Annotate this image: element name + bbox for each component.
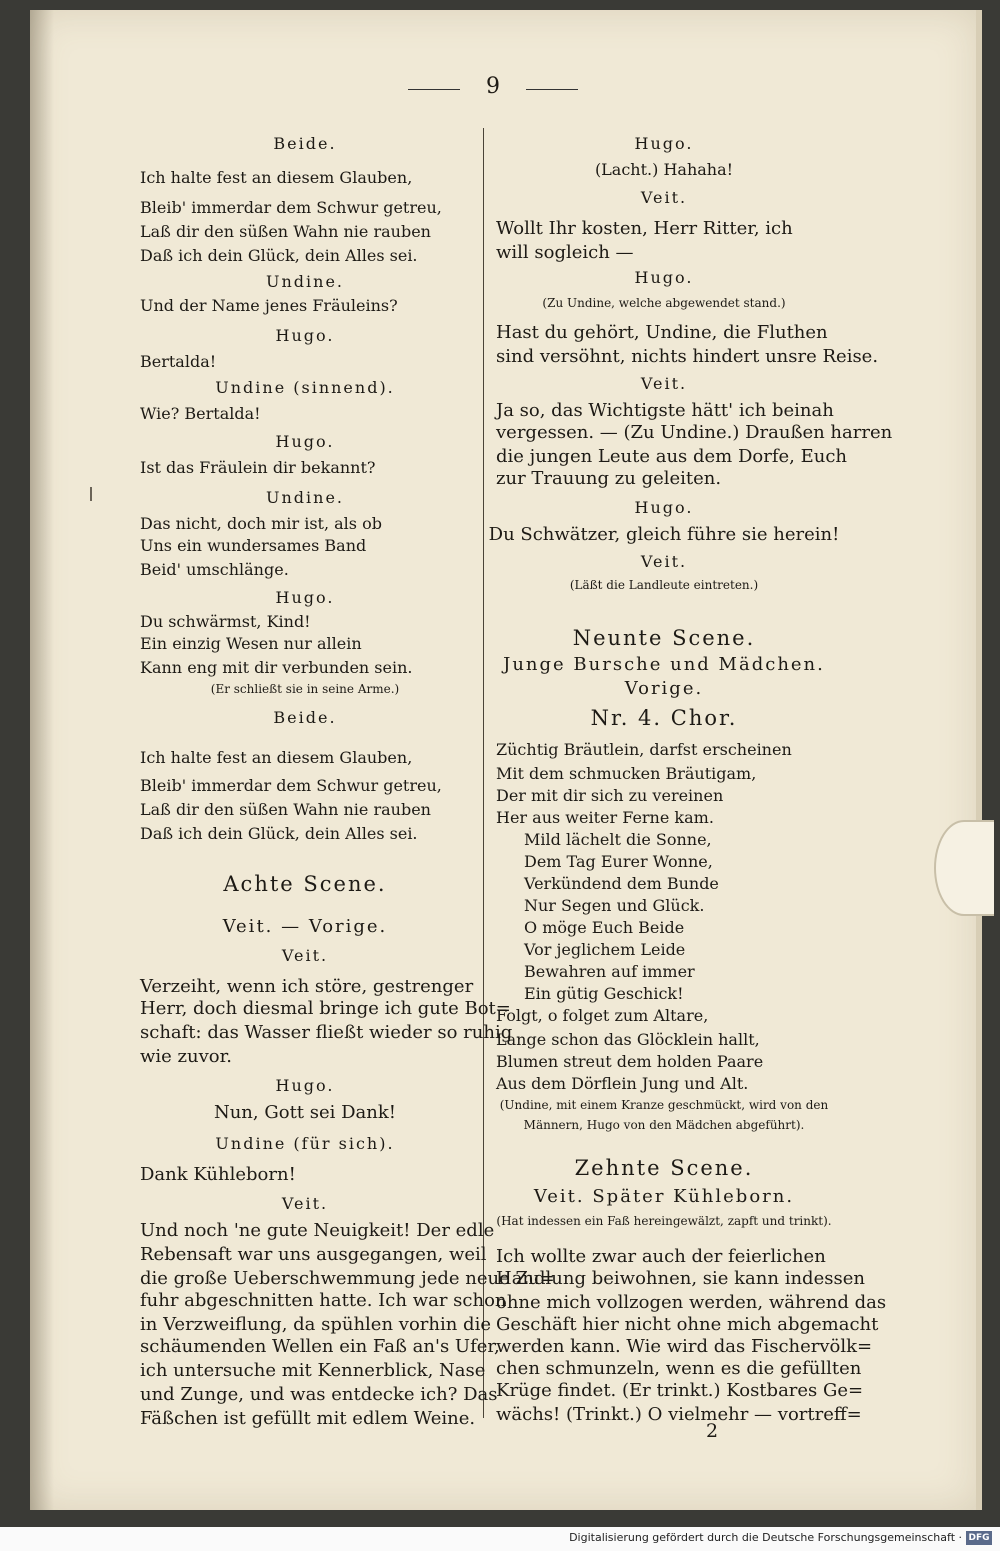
text-line: will sogleich — bbox=[496, 242, 634, 263]
text-line: Nur Segen und Glück. bbox=[524, 896, 705, 915]
text-line: Ich halte fest an diesem Glauben, bbox=[140, 168, 413, 187]
text-line: in Verzweiflung, da spühlen vorhin die bbox=[140, 1314, 491, 1335]
text-line: Hast du gehört, Undine, die Fluthen bbox=[496, 322, 828, 343]
text-line: schäumenden Wellen ein Faß an's Ufer, bbox=[140, 1336, 500, 1357]
text-line: Verkündend dem Bunde bbox=[524, 874, 719, 893]
text-line: schaft: das Wasser fließt wieder so ruhig bbox=[140, 1022, 513, 1043]
text-line: Uns ein wundersames Band bbox=[140, 536, 367, 555]
funding-credit: Digitalisierung gefördert durch die Deutsche Forschungsgemeinschaft · bbox=[569, 1531, 962, 1544]
stage-direction: (Zu Undine, welche abgewendet stand.) bbox=[542, 296, 786, 310]
speaker-name: Hugo. bbox=[275, 432, 335, 451]
stage-direction: (Undine, mit einem Kranze geschmückt, wird von den bbox=[499, 1098, 829, 1112]
text-line: fuhr abgeschnitten hatte. Ich war schon bbox=[140, 1290, 507, 1311]
text-line: Bertalda! bbox=[140, 352, 217, 371]
speaker-name: Hugo. bbox=[634, 134, 694, 153]
scene-heading: Achte Scene. bbox=[223, 872, 387, 896]
text-line: Ein gütig Geschick! bbox=[524, 984, 684, 1003]
speaker-name: Beide. bbox=[273, 134, 337, 153]
speaker-name: Veit. bbox=[640, 374, 688, 393]
speaker-name: Hugo. bbox=[634, 268, 694, 287]
text-line: Der mit dir sich zu vereinen bbox=[496, 786, 724, 805]
speaker-name: Veit. bbox=[281, 946, 329, 965]
page-edge bbox=[976, 10, 982, 1510]
text-line: Nun, Gott sei Dank! bbox=[213, 1102, 397, 1123]
text-line: Züchtig Bräutlein, darfst erscheinen bbox=[496, 740, 792, 759]
text-line: Lange schon das Glöcklein hallt, bbox=[496, 1030, 760, 1049]
text-line: Bleib' immerdar dem Schwur getreu, bbox=[140, 198, 442, 217]
text-line: Mit dem schmucken Bräutigam, bbox=[496, 764, 757, 783]
text-line: Beid' umschlänge. bbox=[140, 560, 289, 579]
scene-heading: Nr. 4. Chor. bbox=[590, 706, 738, 730]
text-line: Handlung beiwohnen, sie kann indessen bbox=[496, 1268, 865, 1289]
text-line: Laß dir den süßen Wahn nie rauben bbox=[140, 800, 431, 819]
text-line: Du Schwätzer, gleich führe sie herein! bbox=[488, 524, 840, 545]
stage-direction: (Läßt die Landleute eintreten.) bbox=[569, 578, 759, 592]
signature-mark: 2 bbox=[706, 1420, 719, 1442]
text-line: Her aus weiter Ferne kam. bbox=[496, 808, 714, 827]
speaker-name: Beide. bbox=[273, 708, 337, 727]
text-line: Dank Kühleborn! bbox=[140, 1164, 296, 1185]
text-line: vergessen. — (Zu Undine.) Draußen harren bbox=[496, 422, 893, 443]
text-line: Bewahren auf immer bbox=[524, 962, 695, 981]
speaker-name: Undine. bbox=[265, 272, 344, 291]
text-line: Wollt Ihr kosten, Herr Ritter, ich bbox=[496, 218, 793, 239]
text-line: Aus dem Dörflein Jung und Alt. bbox=[496, 1074, 749, 1093]
scene-heading: Zehnte Scene. bbox=[574, 1156, 754, 1180]
speaker-name: Hugo. bbox=[275, 588, 335, 607]
text-line: Fäßchen ist gefüllt mit edlem Weine. bbox=[140, 1408, 476, 1429]
scene-subheading: Veit. Später Kühleborn. bbox=[533, 1186, 795, 1207]
text-line: die jungen Leute aus dem Dorfe, Euch bbox=[496, 446, 847, 467]
page-number: 9 bbox=[408, 74, 578, 99]
text-line: werden kann. Wie wird das Fischervölk= bbox=[496, 1336, 873, 1357]
text-line: wächs! (Trinkt.) O vielmehr — vortreff= bbox=[496, 1404, 862, 1425]
text-line: Dem Tag Eurer Wonne, bbox=[524, 852, 713, 871]
text-line: die große Ueberschwemmung jede neue Zu= bbox=[140, 1268, 555, 1289]
text-line: Ja so, das Wichtigste hätt' ich beinah bbox=[496, 400, 834, 421]
stage-direction: Männern, Hugo von den Mädchen abgeführt). bbox=[523, 1118, 805, 1132]
text-line: Daß ich dein Glück, dein Alles sei. bbox=[140, 246, 418, 265]
speaker-name: Veit. bbox=[281, 1194, 329, 1213]
scene-subheading: Veit. — Vorige. bbox=[222, 916, 388, 937]
text-line: Rebensaft war uns ausgegangen, weil bbox=[140, 1244, 487, 1265]
text-line: Ich halte fest an diesem Glauben, bbox=[140, 748, 413, 767]
text-line: Bleib' immerdar dem Schwur getreu, bbox=[140, 776, 442, 795]
text-line: Folgt, o folget zum Altare, bbox=[496, 1006, 709, 1025]
text-line: Geschäft hier nicht ohne mich abgemacht bbox=[496, 1314, 879, 1335]
text-line: Kann eng mit dir verbunden sein. bbox=[140, 658, 413, 677]
stage-direction: (Hat indessen ein Faß hereingewälzt, zapft und trinkt). bbox=[496, 1214, 832, 1228]
text-line: Wie? Bertalda! bbox=[140, 404, 261, 423]
text-line: Du schwärmst, Kind! bbox=[140, 612, 311, 631]
text-line: und Zunge, und was entdecke ich? Das bbox=[140, 1384, 498, 1405]
speaker-name: Veit. bbox=[640, 552, 688, 571]
text-line: Und noch 'ne gute Neuigkeit! Der edle bbox=[140, 1220, 495, 1241]
speaker-name: Undine (sinnend). bbox=[215, 378, 395, 397]
text-line: Verzeiht, wenn ich störe, gestrenger bbox=[140, 976, 474, 997]
text-line: (Lacht.) Hahaha! bbox=[594, 160, 734, 179]
speaker-name: Hugo. bbox=[275, 1076, 335, 1095]
text-line: Ich wollte zwar auch der feierlichen bbox=[496, 1246, 826, 1267]
speaker-name: Veit. bbox=[640, 188, 688, 207]
text-line: Mild lächelt die Sonne, bbox=[524, 830, 712, 849]
text-line: chen schmunzeln, wenn es die gefüllten bbox=[496, 1358, 862, 1379]
text-line: Ein einzig Wesen nur allein bbox=[140, 634, 362, 653]
scene-subheading: Junge Bursche und Mädchen. bbox=[503, 654, 825, 675]
text-line: Blumen streut dem holden Paare bbox=[496, 1052, 764, 1071]
speaker-name: Hugo. bbox=[634, 498, 694, 517]
text-line: Das nicht, doch mir ist, als ob bbox=[140, 514, 382, 533]
margin-mark bbox=[90, 487, 92, 501]
text-line: Vor jeglichem Leide bbox=[524, 940, 686, 959]
scene-heading: Neunte Scene. bbox=[572, 626, 756, 650]
text-line: Laß dir den süßen Wahn nie rauben bbox=[140, 222, 431, 241]
page-thumb-tab bbox=[934, 820, 994, 916]
speaker-name: Hugo. bbox=[275, 326, 335, 345]
text-line: Daß ich dein Glück, dein Alles sei. bbox=[140, 824, 418, 843]
page-gutter-shadow bbox=[30, 10, 54, 1510]
text-line: Ist das Fräulein dir bekannt? bbox=[140, 458, 376, 477]
text-line: Herr, doch diesmal bringe ich gute Bot= bbox=[140, 998, 511, 1019]
dfg-logo: DFG bbox=[966, 1531, 992, 1545]
scene-subheading: Vorige. bbox=[624, 678, 704, 699]
stage-direction: (Er schließt sie in seine Arme.) bbox=[210, 682, 400, 696]
text-line: Und der Name jenes Fräuleins? bbox=[140, 296, 398, 315]
text-line: ohne mich vollzogen werden, während das bbox=[496, 1292, 887, 1313]
text-line: zur Trauung zu geleiten. bbox=[496, 468, 722, 489]
text-line: sind versöhnt, nichts hindert unsre Reise. bbox=[496, 346, 879, 367]
text-line: O möge Euch Beide bbox=[524, 918, 685, 937]
text-line: Krüge findet. (Er trinkt.) Kostbares Ge= bbox=[496, 1380, 864, 1401]
text-line: ich untersuche mit Kennerblick, Nase bbox=[140, 1360, 486, 1381]
speaker-name: Undine. bbox=[265, 488, 344, 507]
speaker-name: Undine (für sich). bbox=[215, 1134, 395, 1153]
text-line: wie zuvor. bbox=[140, 1046, 232, 1067]
